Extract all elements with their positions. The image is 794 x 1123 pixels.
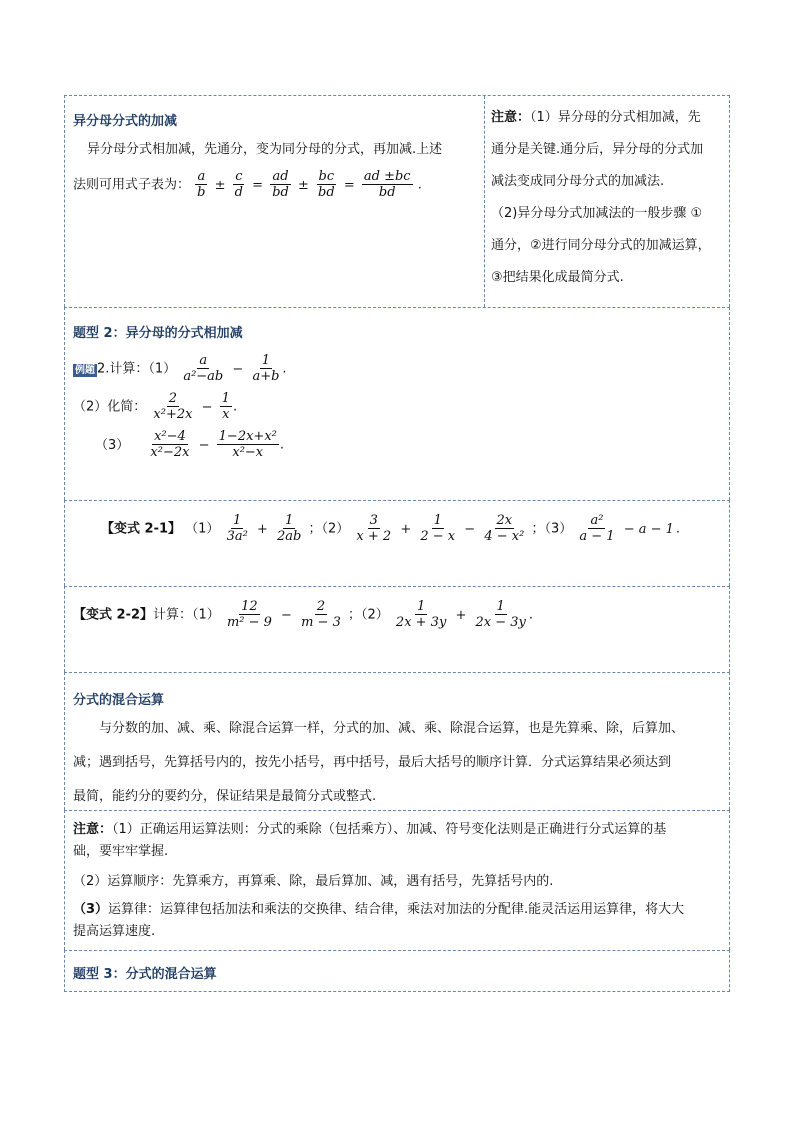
section-variant-2-2: 【变式 2-2】计算：（1） $\frac{12}{\text{m² − 9}}$ − $\frac{2}{m - 3}$ ；（2） $\frac{1}{2x + 3y}$ + $\frac{1}{2x - 3y}$ .: [64, 586, 730, 672]
note-line: 减法变成同分母分式的加减法.: [491, 174, 665, 189]
fraction: $\frac{12}{\text{m² − 9}}$: [226, 599, 272, 630]
note-line: 通分是关键.通分后，异分母的分式加: [491, 142, 704, 157]
fraction: $\frac{1}{2x - 3y}$: [475, 599, 526, 630]
note-line: 础，要牢牢掌握.: [73, 844, 169, 859]
note-line: 注意：（1）正确运用运算法则：分式的乘除（包括乘方）、加减、符号变化法则是正确进行分式运算的基: [73, 822, 667, 837]
section-note-2: [64, 810, 730, 950]
section-title: 分式的混合运算: [73, 693, 165, 708]
note-line: 通分，②进行同分母分式的加减运算，: [491, 238, 711, 253]
section-type2: [64, 307, 730, 500]
section-unlike-denominators: [64, 95, 730, 307]
fraction: $\frac{c}{d}$: [234, 169, 243, 200]
section-title: 题型 3：分式的混合运算: [73, 967, 217, 982]
fraction: $\frac{2}{\text{x²+2x}}$: [153, 391, 193, 422]
example-line: 例题 2.计算：（1） $\frac{a}{\text{a²−ab}}$ − $\frac{1}{a+b}$ .: [75, 353, 287, 384]
example-line: （2）化简： $\frac{2}{\text{x²+2x}}$ − $\frac{1}{x}$ .: [73, 391, 238, 422]
mixed-text: 与分数的加、减、乘、除混合运算一样，分式的加、减、乘、除混合运算，也是先算乘、除，后算加、 减；遇到括号，先算括号内的，按先小括号，再中括号，最后大括号的顺序计算．分式运算结果必须达到 最简，能约分的要约分，保证结果是最简分式或整式.: [73, 721, 685, 804]
fraction: $\frac{1}{x}$: [221, 391, 230, 422]
note-line: ③把结果化成最简分式.: [491, 270, 624, 285]
example-line: （3） $\frac{\text{x²−4}}{\text{x²−2x}}$ − $\frac{\text{1−2x+x²}}{\text{x²−x}}$ .: [95, 429, 284, 460]
fraction: $\frac{a}{b}$: [197, 169, 206, 200]
note-line: （2)异分母分式加减法的一般步骤 ①: [491, 206, 703, 221]
rule-formula: 法则可用式子表为： $\frac{a}{b}$ ± $\frac{c}{d}$ = $\frac{ad}{bd}$ ± $\frac{bc}{bd}$ = $\frac{ad \pm bc}{bd}$ .: [73, 169, 422, 200]
note-line: （3）运算律：运算律包括加法和乘法的交换律、结合律，乘法对加法的分配律.能灵活运用运算律，将大大: [73, 902, 685, 917]
section-title: 题型 2：异分母的分式相加减: [73, 326, 243, 341]
example-tag: 例题: [75, 364, 95, 376]
fraction: $\frac{ad}{bd}$: [272, 169, 289, 200]
note-line: （2）运算顺序：先算乘方，再算乘、除，最后算加、减，遇有括号，先算括号内的.: [73, 874, 554, 889]
fraction: $\frac{a}{\text{a²−ab}}$: [183, 353, 224, 384]
variant-label: 【变式 2-1】: [101, 521, 182, 537]
fraction: $\frac{\text{1−2x+x²}}{\text{x²−x}}$: [218, 429, 277, 460]
fraction: $\frac{1}{2x + 3y}$: [395, 599, 447, 630]
rule-text: 异分母分式相加减，先通分，变为同分母的分式，再加减.上述: [87, 142, 443, 157]
note-line: 注意：（1）异分母的分式相加减，先: [491, 110, 701, 125]
fraction: $\frac{2}{m - 3}$: [301, 599, 341, 630]
fraction: $\frac{1}{a+b}$: [252, 353, 280, 384]
fraction: $\frac{\text{x²−4}}{\text{x²−2x}}$: [150, 429, 190, 460]
note-column: [485, 96, 729, 307]
content-table: [64, 95, 730, 992]
note-line: 提高运算速度.: [73, 924, 156, 939]
fraction: $\frac{3}{x + 2}$: [356, 513, 392, 544]
section-mixed-operations: [64, 672, 730, 810]
section-variant-2-1: 【变式 2-1】 （1） $\frac{1}{\text{3a²}}$ + $\frac{1}{2ab}$ ；（2） $\frac{3}{x + 2}$ + $\frac{1}{2 - x}$ − $\frac{2x}{\text{4 − x²}}$ ；（3） $\frac{\text{a²}}{a - 1}$ − a − 1 .: [64, 500, 730, 586]
fraction: $\frac{bc}{bd}$: [318, 169, 335, 200]
fraction: $\frac{2x}{\text{4 − x²}}$: [484, 513, 525, 544]
fraction: $\frac{\text{a²}}{a - 1}$: [579, 513, 615, 544]
fraction: $\frac{ad \pm bc}{bd}$: [363, 169, 411, 200]
section-title: 异分母分式的加减: [73, 114, 178, 129]
fraction: $\frac{1}{\text{3a²}}$: [226, 513, 248, 544]
fraction: $\frac{1}{2ab}$: [277, 513, 302, 544]
fraction: $\frac{1}{2 - x}$: [420, 513, 456, 544]
section-type3: [64, 950, 730, 992]
rule-column: [65, 96, 485, 307]
variant-label: 【变式 2-2】: [73, 607, 154, 623]
